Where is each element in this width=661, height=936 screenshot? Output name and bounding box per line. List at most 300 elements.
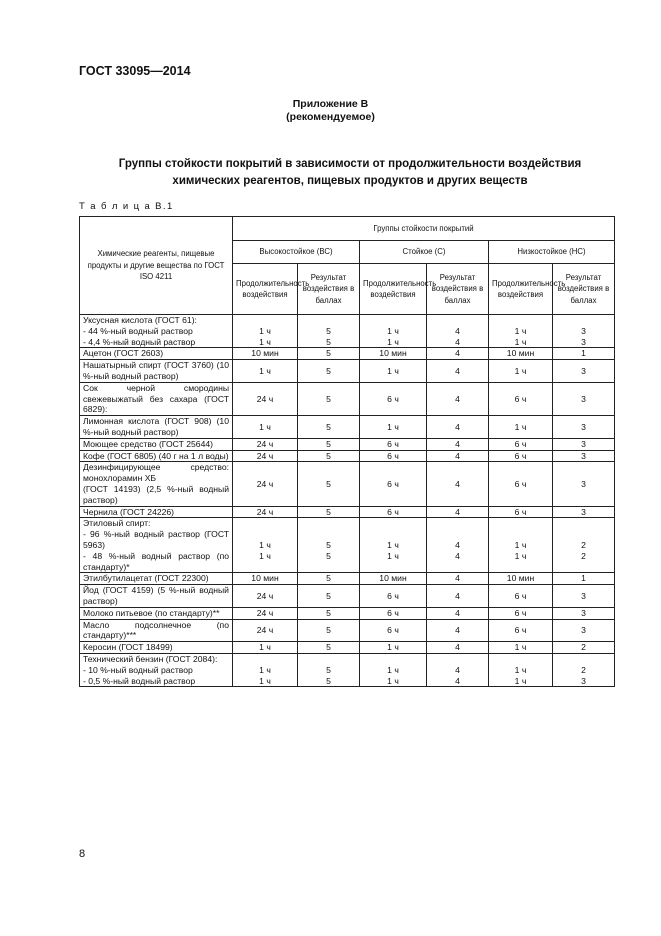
value-line: 3 bbox=[581, 421, 586, 432]
result-medium-cell bbox=[427, 438, 489, 450]
duration-low-cell bbox=[489, 642, 553, 654]
result-high-cell bbox=[298, 450, 360, 462]
value-line: 1 ч bbox=[259, 664, 271, 675]
table-row bbox=[80, 653, 615, 686]
value-line: 6 ч bbox=[387, 450, 399, 461]
result-low-cell bbox=[553, 573, 615, 585]
value-line bbox=[301, 315, 356, 326]
value-line: 10 мин bbox=[251, 348, 279, 359]
result-low-cell bbox=[553, 653, 615, 686]
substance-cell bbox=[80, 462, 233, 506]
header-result: Результат воздействия в баллах bbox=[427, 264, 489, 315]
value-line: 4 bbox=[455, 539, 460, 550]
result-medium-cell bbox=[427, 416, 489, 439]
value-line: 5 bbox=[326, 550, 331, 561]
value-line: 3 bbox=[581, 450, 586, 461]
header-group-medium: Стойкое (С) bbox=[360, 241, 489, 264]
value-line: 6 ч bbox=[514, 438, 527, 449]
result-medium-cell bbox=[427, 450, 489, 462]
value-line: 10 мин bbox=[251, 573, 279, 584]
value-line: 4 bbox=[455, 675, 460, 686]
duration-high-cell bbox=[233, 653, 298, 686]
appendix-label: Приложение В bbox=[292, 98, 369, 110]
substance-line: - 0,5 %-ный водный раствор bbox=[83, 675, 196, 686]
header-groups-title: Группы стойкости покрытий bbox=[233, 217, 615, 241]
result-high-cell bbox=[298, 573, 360, 585]
value-line: 4 bbox=[455, 365, 460, 376]
title-line-2: химических реагентов, пищевых продуктов и других веществ bbox=[172, 175, 528, 187]
value-line: 6 ч bbox=[514, 607, 527, 618]
value-line: 6 ч bbox=[387, 478, 399, 489]
result-low-cell bbox=[553, 416, 615, 439]
table-row bbox=[80, 450, 615, 462]
value-line: 4 bbox=[455, 450, 460, 461]
duration-medium-cell bbox=[360, 619, 427, 642]
value-line bbox=[492, 315, 549, 326]
value-line bbox=[236, 529, 294, 540]
value-line: 3 bbox=[581, 607, 586, 618]
value-line: 3 bbox=[581, 624, 586, 635]
value-line: 5 bbox=[326, 348, 331, 359]
result-medium-cell bbox=[427, 360, 489, 383]
value-line: 6 ч bbox=[514, 506, 527, 517]
duration-low-cell bbox=[489, 438, 553, 450]
substance-cell bbox=[80, 315, 233, 348]
duration-high-cell bbox=[233, 360, 298, 383]
duration-high-cell bbox=[233, 438, 298, 450]
value-line: 2 bbox=[581, 664, 586, 675]
substance-cell bbox=[80, 348, 233, 360]
value-line: 1 ч bbox=[387, 642, 399, 653]
result-high-cell bbox=[298, 438, 360, 450]
duration-low-cell bbox=[489, 360, 553, 383]
value-line: 24 ч bbox=[256, 450, 274, 461]
result-low-cell bbox=[553, 438, 615, 450]
value-line: 1 ч bbox=[259, 336, 271, 347]
resistance-groups-table bbox=[79, 216, 615, 687]
value-line: 4 bbox=[455, 393, 460, 404]
duration-high-cell bbox=[233, 382, 298, 415]
substance-line: Уксусная кислота (ГОСТ 61): bbox=[83, 315, 197, 325]
value-line: 1 ч bbox=[514, 675, 527, 686]
result-medium-cell bbox=[427, 518, 489, 573]
result-medium-cell bbox=[427, 607, 489, 619]
table-row bbox=[80, 506, 615, 518]
value-line: 1 bbox=[581, 348, 586, 359]
value-line: 1 ч bbox=[514, 642, 527, 653]
duration-medium-cell bbox=[360, 653, 427, 686]
substance-cell bbox=[80, 438, 233, 450]
value-line: 1 ч bbox=[387, 325, 399, 336]
substance-line: Молоко питьевое (по стандарту)** bbox=[83, 607, 220, 618]
duration-low-cell bbox=[489, 348, 553, 360]
value-line: 1 bbox=[581, 573, 586, 584]
table-row bbox=[80, 607, 615, 619]
duration-medium-cell bbox=[360, 382, 427, 415]
result-medium-cell bbox=[427, 462, 489, 506]
substance-line: Сок черной смородины свежевыжатый без сахара (ГОСТ 6829): bbox=[83, 382, 229, 415]
duration-high-cell bbox=[233, 506, 298, 518]
value-line: 5 bbox=[326, 539, 331, 550]
value-line: 3 bbox=[581, 336, 586, 347]
header-result: Результат воздействия в баллах bbox=[553, 264, 615, 315]
value-line: 5 bbox=[326, 506, 331, 517]
value-line bbox=[556, 315, 611, 326]
value-line: 4 bbox=[455, 336, 460, 347]
result-high-cell bbox=[298, 382, 360, 415]
substance-line: - 44 %-ный водный раствор bbox=[83, 325, 193, 336]
value-line: 4 bbox=[455, 478, 460, 489]
value-line bbox=[236, 654, 294, 665]
duration-low-cell bbox=[489, 585, 553, 608]
table-row bbox=[80, 462, 615, 506]
substance-line: - 10 %-ный водный раствор bbox=[83, 664, 193, 675]
substance-cell bbox=[80, 382, 233, 415]
table-body bbox=[80, 315, 615, 687]
duration-high-cell bbox=[233, 518, 298, 573]
duration-low-cell bbox=[489, 462, 553, 506]
value-line: 1 ч bbox=[387, 664, 399, 675]
substance-cell bbox=[80, 619, 233, 642]
value-line: 1 ч bbox=[259, 325, 271, 336]
duration-medium-cell bbox=[360, 315, 427, 348]
value-line: 1 ч bbox=[259, 539, 271, 550]
duration-medium-cell bbox=[360, 416, 427, 439]
header-substance: Химические реагенты, пищевые продукты и другие вещества по ГОСТ ISO 4211 bbox=[80, 217, 233, 315]
result-high-cell bbox=[298, 642, 360, 654]
value-line: 1 ч bbox=[514, 550, 527, 561]
value-line: 4 bbox=[455, 664, 460, 675]
substance-line: (ГОСТ 14193) (2,5 %-ный водный раствор) bbox=[83, 483, 229, 505]
substance-cell bbox=[80, 607, 233, 619]
value-line: 5 bbox=[326, 336, 331, 347]
result-medium-cell bbox=[427, 653, 489, 686]
substance-line: Моющее средство (ГОСТ 25644) bbox=[83, 438, 213, 449]
value-line: 4 bbox=[455, 624, 460, 635]
result-high-cell bbox=[298, 518, 360, 573]
result-medium-cell bbox=[427, 506, 489, 518]
value-line bbox=[363, 315, 423, 326]
duration-medium-cell bbox=[360, 607, 427, 619]
result-high-cell bbox=[298, 653, 360, 686]
standard-header: ГОСТ 33095—2014 bbox=[79, 64, 191, 78]
substance-line: Нашатырный спирт (ГОСТ 3760) (10 %-ный водный раствор) bbox=[83, 360, 229, 381]
value-line: 5 bbox=[326, 607, 331, 618]
substance-line: Йод (ГОСТ 4159) (5 %-ный водный раствор) bbox=[83, 585, 229, 606]
result-low-cell bbox=[553, 348, 615, 360]
result-medium-cell bbox=[427, 573, 489, 585]
duration-low-cell bbox=[489, 607, 553, 619]
substance-line: - 48 %-ный водный раствор (по стандарту)* bbox=[83, 550, 229, 572]
title-line-1: Группы стойкости покрытий в зависимости от продолжительности воздействия bbox=[118, 158, 582, 170]
duration-medium-cell bbox=[360, 506, 427, 518]
value-line: 5 bbox=[326, 438, 331, 449]
result-low-cell bbox=[553, 607, 615, 619]
value-line: 3 bbox=[581, 438, 586, 449]
value-line: 10 мин bbox=[379, 348, 407, 359]
value-line: 5 bbox=[326, 675, 331, 686]
value-line: 24 ч bbox=[256, 624, 274, 635]
duration-medium-cell bbox=[360, 585, 427, 608]
result-low-cell bbox=[553, 518, 615, 573]
value-line: 6 ч bbox=[387, 438, 399, 449]
header-group-high: Высокостойкое (ВС) bbox=[233, 241, 360, 264]
value-line: 5 bbox=[326, 365, 331, 376]
value-line: 2 bbox=[581, 550, 586, 561]
duration-low-cell bbox=[489, 315, 553, 348]
value-line: 6 ч bbox=[514, 393, 527, 404]
substance-cell bbox=[80, 450, 233, 462]
value-line: 5 bbox=[326, 450, 331, 461]
table-row bbox=[80, 642, 615, 654]
value-line bbox=[430, 315, 485, 326]
value-line: 5 bbox=[326, 642, 331, 653]
result-high-cell bbox=[298, 360, 360, 383]
substance-line: - 96 %-ный водный раствор (ГОСТ 5963) bbox=[83, 529, 229, 550]
value-line bbox=[492, 654, 549, 665]
value-line: 1 ч bbox=[387, 365, 399, 376]
value-line: 5 bbox=[326, 478, 331, 489]
duration-low-cell bbox=[489, 653, 553, 686]
duration-low-cell bbox=[489, 573, 553, 585]
substance-line: - 4,4 %-ный водный раствор bbox=[83, 336, 196, 347]
value-line: 1 ч bbox=[259, 365, 271, 376]
duration-medium-cell bbox=[360, 642, 427, 654]
duration-high-cell bbox=[233, 450, 298, 462]
value-line: 1 ч bbox=[514, 336, 527, 347]
result-high-cell bbox=[298, 506, 360, 518]
substance-line: Лимонная кислота (ГОСТ 908) (10 %-ный водный раствор) bbox=[83, 416, 229, 437]
table-row bbox=[80, 315, 615, 348]
result-medium-cell bbox=[427, 585, 489, 608]
value-line: 4 bbox=[455, 348, 460, 359]
value-line: 24 ч bbox=[256, 438, 274, 449]
value-line: 10 мин bbox=[506, 573, 535, 584]
table-row bbox=[80, 573, 615, 585]
result-medium-cell bbox=[427, 382, 489, 415]
result-medium-cell bbox=[427, 348, 489, 360]
value-line bbox=[363, 654, 423, 665]
value-line bbox=[556, 529, 611, 540]
substance-line: Масло подсолнечное (по стандарту)*** bbox=[83, 619, 229, 641]
value-line: 3 bbox=[581, 506, 586, 517]
value-line: 4 bbox=[455, 590, 460, 601]
value-line bbox=[236, 315, 294, 326]
value-line: 3 bbox=[581, 675, 586, 686]
value-line: 24 ч bbox=[256, 393, 274, 404]
result-low-cell bbox=[553, 585, 615, 608]
result-medium-cell bbox=[427, 619, 489, 642]
value-line: 5 bbox=[326, 664, 331, 675]
table-header bbox=[80, 217, 615, 315]
duration-high-cell bbox=[233, 619, 298, 642]
header-duration: Продолжительность воздействия bbox=[360, 264, 427, 315]
value-line: 1 ч bbox=[259, 675, 271, 686]
duration-high-cell bbox=[233, 585, 298, 608]
value-line: 4 bbox=[455, 573, 460, 584]
duration-low-cell bbox=[489, 506, 553, 518]
result-high-cell bbox=[298, 585, 360, 608]
duration-high-cell bbox=[233, 462, 298, 506]
value-line: 1 ч bbox=[514, 421, 527, 432]
table-row bbox=[80, 585, 615, 608]
value-line: 24 ч bbox=[256, 506, 274, 517]
header-result: Результат воздействия в баллах bbox=[298, 264, 360, 315]
value-line: 1 ч bbox=[259, 421, 271, 432]
result-high-cell bbox=[298, 619, 360, 642]
substance-line: Ацетон (ГОСТ 2603) bbox=[83, 348, 164, 359]
value-line: 24 ч bbox=[256, 590, 274, 601]
substance-line: Дезинфицирующее средство: монохлорамин ХБ bbox=[83, 462, 229, 484]
value-line: 4 bbox=[455, 642, 460, 653]
value-line: 10 мин bbox=[379, 573, 407, 584]
substance-cell bbox=[80, 585, 233, 608]
table-main-title bbox=[60, 156, 640, 190]
value-line: 2 bbox=[581, 539, 586, 550]
substance-line: Кофе (ГОСТ 6805) (40 г на 1 л воды) bbox=[83, 450, 229, 461]
value-line: 4 bbox=[455, 550, 460, 561]
substance-cell bbox=[80, 360, 233, 383]
value-line: 5 bbox=[326, 573, 331, 584]
substance-line: Этилбутилацетат (ГОСТ 22300) bbox=[83, 573, 209, 584]
result-low-cell bbox=[553, 315, 615, 348]
value-line: 6 ч bbox=[514, 624, 527, 635]
value-line: 4 bbox=[455, 506, 460, 517]
value-line: 1 ч bbox=[514, 539, 527, 550]
substance-cell bbox=[80, 416, 233, 439]
duration-high-cell bbox=[233, 416, 298, 439]
duration-low-cell bbox=[489, 518, 553, 573]
table-row bbox=[80, 348, 615, 360]
duration-medium-cell bbox=[360, 573, 427, 585]
substance-cell bbox=[80, 642, 233, 654]
value-line bbox=[556, 654, 611, 665]
value-line: 6 ч bbox=[514, 450, 527, 461]
substance-cell bbox=[80, 653, 233, 686]
substance-line: Керосин (ГОСТ 18499) bbox=[83, 642, 173, 653]
value-line: 10 мин bbox=[506, 348, 535, 359]
value-line: 4 bbox=[455, 421, 460, 432]
header-group-low: Низкостойкое (НС) bbox=[489, 241, 615, 264]
result-high-cell bbox=[298, 416, 360, 439]
value-line: 3 bbox=[581, 325, 586, 336]
value-line bbox=[430, 654, 485, 665]
value-line: 1 ч bbox=[387, 421, 399, 432]
substance-line: Этиловый спирт: bbox=[83, 518, 151, 529]
value-line bbox=[301, 529, 356, 540]
duration-medium-cell bbox=[360, 518, 427, 573]
result-low-cell bbox=[553, 360, 615, 383]
result-high-cell bbox=[298, 315, 360, 348]
result-high-cell bbox=[298, 348, 360, 360]
substance-line: Чернила (ГОСТ 24226) bbox=[83, 506, 175, 517]
value-line: 1 ч bbox=[514, 325, 527, 336]
table-row bbox=[80, 416, 615, 439]
header-duration: Продолжительность воздействия bbox=[233, 264, 298, 315]
value-line: 1 ч bbox=[259, 642, 271, 653]
duration-low-cell bbox=[489, 382, 553, 415]
table-row bbox=[80, 382, 615, 415]
duration-high-cell bbox=[233, 315, 298, 348]
value-line bbox=[363, 529, 423, 540]
page-number: 8 bbox=[79, 848, 86, 860]
value-line: 2 bbox=[581, 642, 586, 653]
result-high-cell bbox=[298, 462, 360, 506]
duration-high-cell bbox=[233, 607, 298, 619]
duration-low-cell bbox=[489, 450, 553, 462]
table-row bbox=[80, 360, 615, 383]
substance-cell bbox=[80, 518, 233, 573]
value-line: 4 bbox=[455, 607, 460, 618]
value-line: 5 bbox=[326, 624, 331, 635]
duration-high-cell bbox=[233, 348, 298, 360]
value-line: 1 ч bbox=[514, 664, 527, 675]
value-line: 5 bbox=[326, 590, 331, 601]
value-line: 1 ч bbox=[387, 675, 399, 686]
value-line: 6 ч bbox=[514, 590, 527, 601]
result-low-cell bbox=[553, 462, 615, 506]
value-line bbox=[492, 529, 549, 540]
value-line: 5 bbox=[326, 325, 331, 336]
substance-line: Технический бензин (ГОСТ 2084): bbox=[83, 653, 218, 664]
value-line: 3 bbox=[581, 365, 586, 376]
value-line: 6 ч bbox=[387, 590, 399, 601]
duration-high-cell bbox=[233, 573, 298, 585]
table-row bbox=[80, 619, 615, 642]
duration-medium-cell bbox=[360, 438, 427, 450]
value-line: 24 ч bbox=[256, 478, 274, 489]
substance-cell bbox=[80, 506, 233, 518]
value-line: 5 bbox=[326, 421, 331, 432]
value-line bbox=[430, 529, 485, 540]
table-label: Т а б л и ц а В.1 bbox=[79, 201, 174, 212]
value-line: 6 ч bbox=[387, 393, 399, 404]
result-low-cell bbox=[553, 450, 615, 462]
value-line: 24 ч bbox=[256, 607, 274, 618]
duration-low-cell bbox=[489, 619, 553, 642]
value-line: 6 ч bbox=[387, 624, 399, 635]
duration-high-cell bbox=[233, 642, 298, 654]
substance-cell bbox=[80, 573, 233, 585]
appendix-status: (рекомендуемое) bbox=[286, 111, 375, 123]
result-low-cell bbox=[553, 506, 615, 518]
value-line: 5 bbox=[326, 393, 331, 404]
value-line: 3 bbox=[581, 590, 586, 601]
duration-low-cell bbox=[489, 416, 553, 439]
table-row bbox=[80, 518, 615, 573]
header-duration: Продолжительность воздействия bbox=[489, 264, 553, 315]
value-line: 1 ч bbox=[387, 539, 399, 550]
value-line: 4 bbox=[455, 325, 460, 336]
value-line: 3 bbox=[581, 478, 586, 489]
result-high-cell bbox=[298, 607, 360, 619]
value-line: 1 ч bbox=[514, 365, 527, 376]
result-low-cell bbox=[553, 382, 615, 415]
value-line bbox=[301, 654, 356, 665]
duration-medium-cell bbox=[360, 348, 427, 360]
duration-medium-cell bbox=[360, 360, 427, 383]
value-line: 3 bbox=[581, 393, 586, 404]
result-medium-cell bbox=[427, 315, 489, 348]
value-line: 1 ч bbox=[259, 550, 271, 561]
result-low-cell bbox=[553, 619, 615, 642]
value-line: 1 ч bbox=[387, 336, 399, 347]
value-line: 4 bbox=[455, 438, 460, 449]
duration-medium-cell bbox=[360, 462, 427, 506]
duration-medium-cell bbox=[360, 450, 427, 462]
value-line: 6 ч bbox=[387, 607, 399, 618]
result-low-cell bbox=[553, 642, 615, 654]
